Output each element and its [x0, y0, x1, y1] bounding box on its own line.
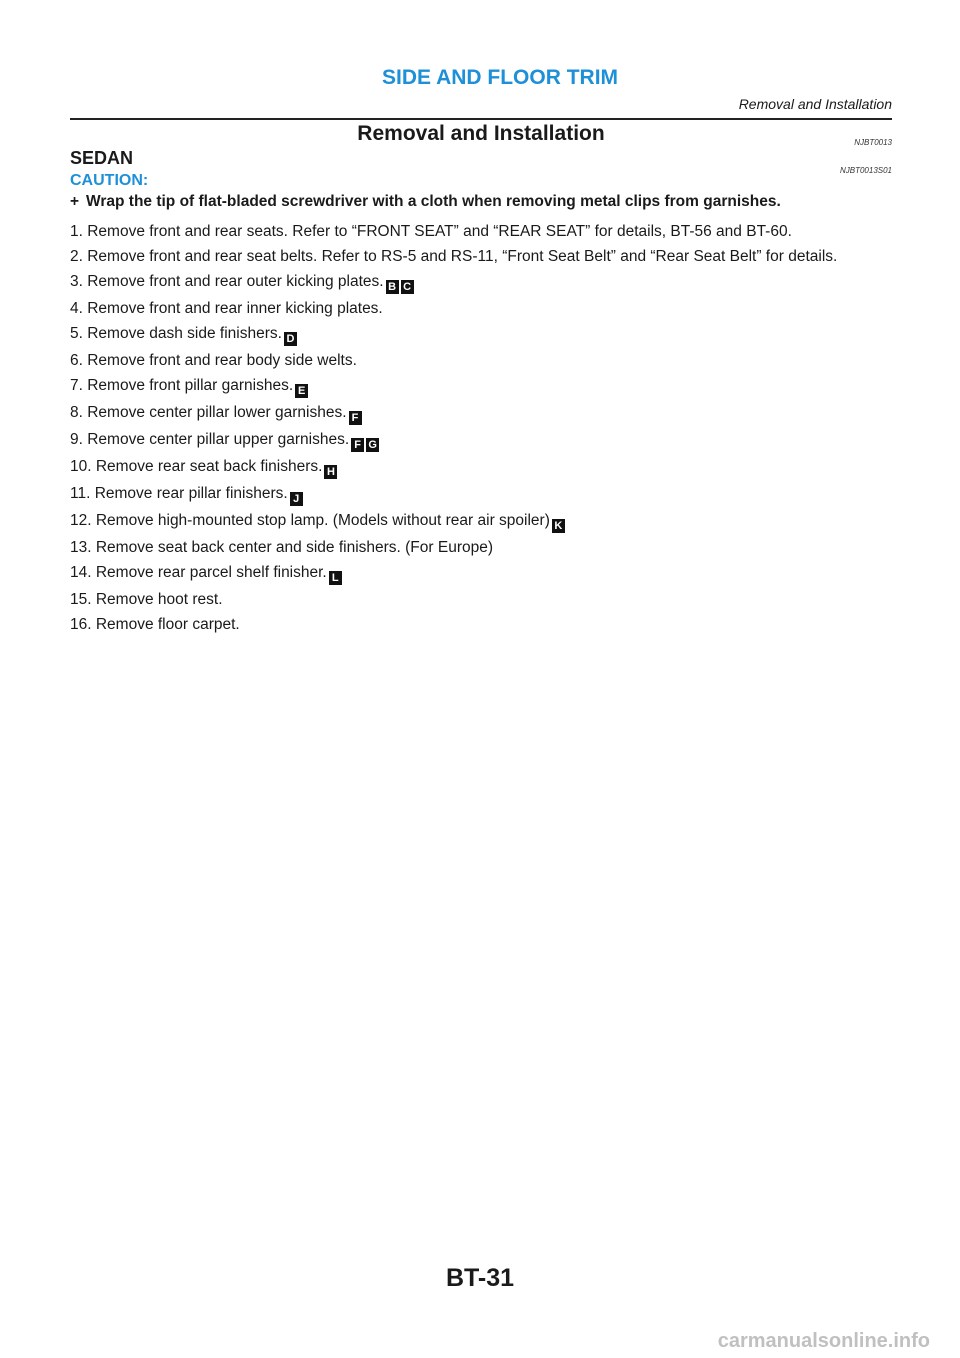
step-text: 8. Remove center pillar lower garnishes. [70, 404, 347, 421]
figure-ref-icon: F [349, 411, 362, 425]
bullet-icon: + [70, 193, 80, 210]
step-item [70, 376, 892, 398]
figure-ref-icon: F [351, 438, 364, 452]
step-text: 4. Remove front and rear inner kicking plates. [70, 300, 383, 317]
page-header [70, 66, 892, 116]
step-text: 1. Remove front and rear seats. Refer to “FRONT SEAT” and “REAR SEAT” for details, BT-56 and BT-60. [70, 223, 792, 240]
section-subtitle: Removal and Installation [738, 96, 892, 112]
step-text: 9. Remove center pillar upper garnishes. [70, 431, 350, 448]
figure-ref-icon: E [295, 384, 308, 398]
step-item [70, 247, 892, 267]
step-text: 15. Remove hoot rest. [70, 591, 223, 608]
step-text: 14. Remove rear parcel shelf finisher. [70, 564, 327, 581]
figure-ref-icon: B [386, 280, 399, 294]
step-item [70, 615, 892, 635]
caution-text: Wrap the tip of flat-bladed screwdriver with a cloth when removing metal clips from garnishes. [86, 193, 781, 210]
figure-ref-icon: K [552, 519, 565, 533]
step-text: 12. Remove high-mounted stop lamp. (Models without rear air spoiler) [70, 512, 550, 529]
step-text: 5. Remove dash side finishers. [70, 325, 282, 342]
step-text: 13. Remove seat back center and side finishers. (For Europe) [70, 539, 494, 556]
step-item [70, 457, 892, 479]
step-item [70, 324, 892, 346]
step-text: 3. Remove front and rear outer kicking plates. [70, 273, 384, 290]
caution-label: CAUTION: [70, 172, 149, 189]
figure-ref-icon: C [401, 280, 414, 294]
step-item [70, 351, 892, 371]
step-text: 16. Remove floor carpet. [70, 616, 240, 633]
step-text: 11. Remove rear pillar finishers. [70, 485, 288, 502]
step-item [70, 511, 892, 533]
page-number: BT-31 [445, 1264, 515, 1292]
step-text: 6. Remove front and rear body side welts. [70, 352, 357, 369]
step-item [70, 484, 892, 506]
step-item [70, 590, 892, 610]
step-text: 10. Remove rear seat back finishers. [70, 458, 323, 475]
procedure-steps [70, 222, 892, 640]
step-item [70, 222, 892, 242]
step-item [70, 299, 892, 319]
figure-ref-icon: L [329, 571, 342, 585]
step-text: 2. Remove front and rear seat belts. Refer to RS-5 and RS-11, “Front Seat Belt” and “Rear Seat Belt” for details. [70, 248, 838, 265]
step-item [70, 430, 892, 452]
step-item [70, 563, 892, 585]
subsection-heading [70, 148, 892, 175]
section-title: SIDE AND FLOOR TRIM [382, 66, 619, 89]
step-item [70, 538, 892, 558]
title-ref-code: NJBT0013 [854, 138, 892, 147]
step-text: 7. Remove front pillar garnishes. [70, 377, 294, 394]
caution-item [70, 193, 892, 211]
step-item [70, 272, 892, 294]
main-heading [70, 122, 892, 150]
step-item [70, 403, 892, 425]
header-divider [70, 118, 892, 120]
figure-ref-icon: H [324, 465, 337, 479]
subsection-label: SEDAN [70, 148, 134, 168]
figure-ref-icon: D [284, 332, 297, 346]
page-title: Removal and Installation [357, 122, 605, 145]
figure-ref-icon: J [290, 492, 303, 506]
figure-ref-icon: G [366, 438, 379, 452]
subsection-ref-code: NJBT0013S01 [839, 166, 892, 175]
watermark: carmanualsonline.info [717, 1330, 930, 1352]
